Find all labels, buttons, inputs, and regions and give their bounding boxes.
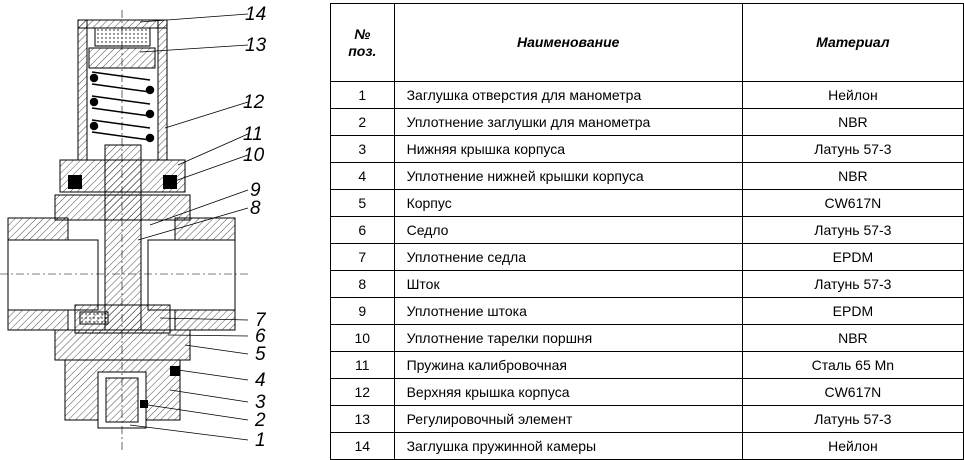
cell-name: Нижняя крышка корпуса <box>394 136 742 163</box>
table-row <box>331 244 964 271</box>
cell-position: 8 <box>331 271 395 298</box>
callout-8: 8 <box>250 198 261 219</box>
cell-position: 13 <box>331 406 395 433</box>
cell-name: Уплотнение тарелки поршня <box>394 325 742 352</box>
callout-4: 4 <box>255 370 266 391</box>
cell-material: Латунь 57-3 <box>742 136 963 163</box>
callout-5: 5 <box>255 344 266 365</box>
callout-2: 2 <box>255 410 266 431</box>
cell-material: NBR <box>742 325 963 352</box>
cell-name: Седло <box>394 217 742 244</box>
cell-material: Нейлон <box>742 82 963 109</box>
table-row <box>331 190 964 217</box>
cell-position: 5 <box>331 190 395 217</box>
cell-name: Уплотнение заглушки для манометра <box>394 109 742 136</box>
header-position-number <box>331 4 395 82</box>
callout-labels <box>243 4 267 451</box>
cell-name: Заглушка пружинной камеры <box>394 433 742 460</box>
stem <box>105 145 141 330</box>
cell-position: 7 <box>331 244 395 271</box>
header-num-line2: поз. <box>348 42 377 59</box>
cell-name: Заглушка отверстия для манометра <box>394 82 742 109</box>
cell-material: Латунь 57-3 <box>742 271 963 298</box>
callout-1: 1 <box>255 430 266 451</box>
cell-material: NBR <box>742 109 963 136</box>
cell-position: 6 <box>331 217 395 244</box>
header-name: Наименование <box>394 4 742 82</box>
header-num-line1: № <box>354 25 371 42</box>
cell-material: NBR <box>742 163 963 190</box>
cell-position: 12 <box>331 379 395 406</box>
parts-table <box>330 3 964 460</box>
cell-name: Уплотнение седла <box>394 244 742 271</box>
table-row <box>331 352 964 379</box>
cell-name: Корпус <box>394 190 742 217</box>
piston-seal-right <box>163 175 177 189</box>
table-row <box>331 217 964 244</box>
table-body <box>331 82 964 460</box>
cell-name: Уплотнение нижней крышки корпуса <box>394 163 742 190</box>
callout-11: 11 <box>243 124 263 145</box>
seat-seal <box>80 312 108 324</box>
cell-name: Уплотнение штока <box>394 298 742 325</box>
gauge-plug-seal <box>140 400 148 408</box>
callout-9: 9 <box>250 180 261 201</box>
callout-6: 6 <box>255 326 266 347</box>
cell-material: CW617N <box>742 379 963 406</box>
callout-10: 10 <box>243 145 265 166</box>
table-row <box>331 325 964 352</box>
cell-name: Верхняя крышка корпуса <box>394 379 742 406</box>
table-header-row <box>331 4 964 82</box>
cell-material: Нейлон <box>742 433 963 460</box>
cell-position: 9 <box>331 298 395 325</box>
cell-material: EPDM <box>742 298 963 325</box>
cell-name: Шток <box>394 271 742 298</box>
cell-material: Сталь 65 Mn <box>742 352 963 379</box>
cell-position: 3 <box>331 136 395 163</box>
table-row <box>331 379 964 406</box>
callout-12: 12 <box>243 92 265 113</box>
cell-position: 4 <box>331 163 395 190</box>
table-row <box>331 136 964 163</box>
cell-position: 11 <box>331 352 395 379</box>
table-row <box>331 82 964 109</box>
table-row <box>331 406 964 433</box>
cell-name: Регулировочный элемент <box>394 406 742 433</box>
table-row <box>331 163 964 190</box>
cell-position: 10 <box>331 325 395 352</box>
cell-material: Латунь 57-3 <box>742 406 963 433</box>
table-row <box>331 271 964 298</box>
spring-chamber-plug <box>95 28 150 46</box>
cell-material: Латунь 57-3 <box>742 217 963 244</box>
cell-position: 14 <box>331 433 395 460</box>
cell-material: EPDM <box>742 244 963 271</box>
callout-13: 13 <box>245 35 267 56</box>
table-row <box>331 298 964 325</box>
callout-7: 7 <box>255 310 266 331</box>
piston-seal-left <box>68 175 82 189</box>
table-row <box>331 109 964 136</box>
callout-14: 14 <box>245 4 267 25</box>
header-material: Материал <box>742 4 963 82</box>
callout-3: 3 <box>255 392 266 413</box>
cell-position: 2 <box>331 109 395 136</box>
valve-cross-section-drawing <box>0 0 290 459</box>
cell-name: Пружина калибровочная <box>394 352 742 379</box>
table-row <box>331 433 964 460</box>
cell-material: CW617N <box>742 190 963 217</box>
lower-cover-seal <box>170 366 180 376</box>
cell-position: 1 <box>331 82 395 109</box>
